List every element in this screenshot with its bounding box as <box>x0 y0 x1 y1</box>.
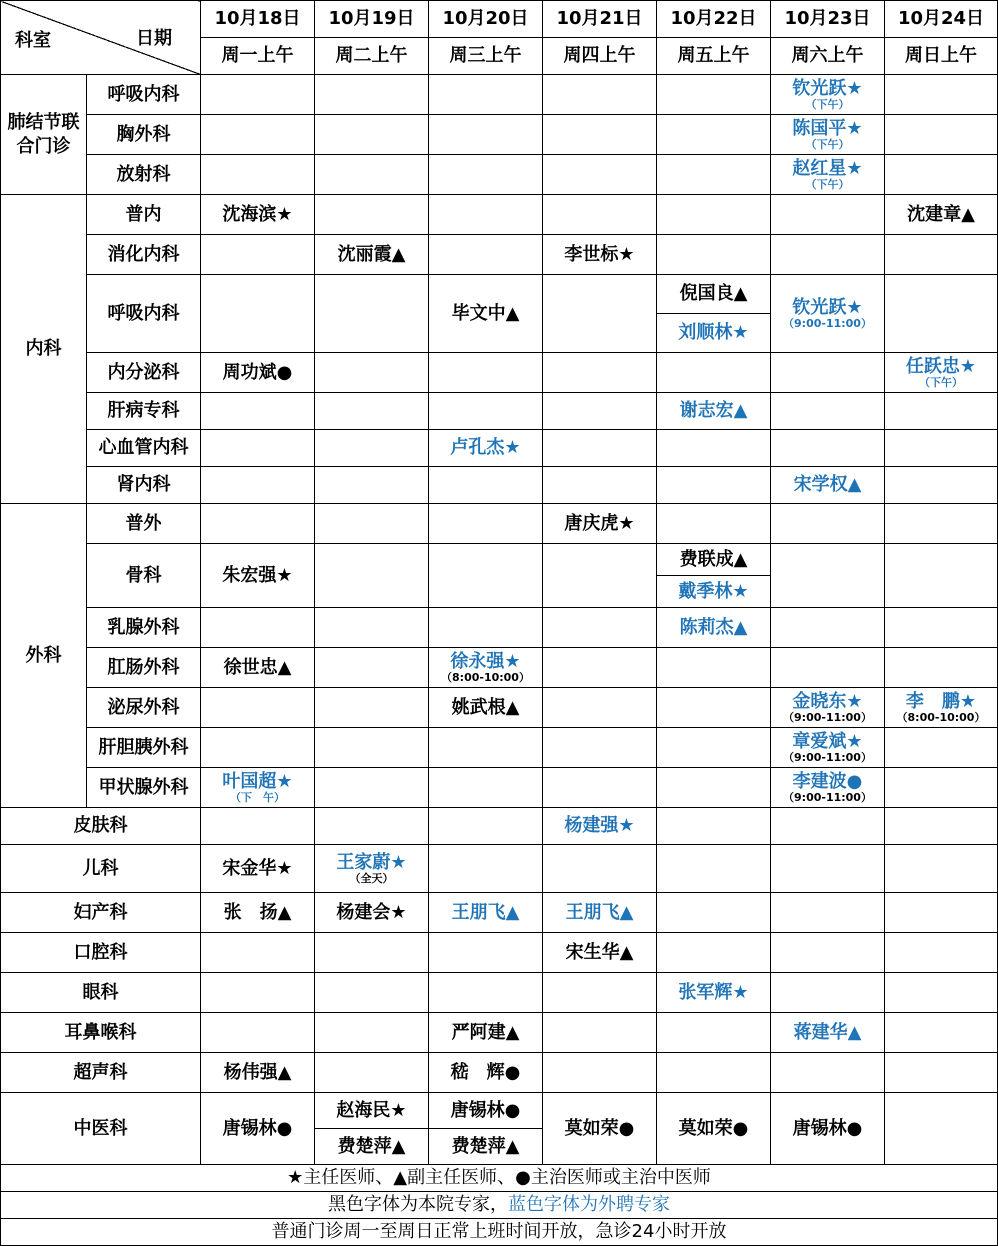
doctor: 杨建会★ <box>336 901 407 923</box>
doctor: 金晓东★ <box>792 690 863 712</box>
doctor: 唐庆虎★ <box>564 512 635 534</box>
time-note: （9:00-11:00） <box>783 750 872 764</box>
time-note: （全天） <box>349 871 394 885</box>
schedule-cell <box>429 648 543 688</box>
date-label: 日期 <box>136 28 172 49</box>
dept-name: 口腔科 <box>1 933 201 973</box>
doctor: 费楚萍▲ <box>451 1135 520 1157</box>
dept-name: 皮肤科 <box>1 808 201 845</box>
schedule-cell <box>885 195 998 235</box>
schedule-cell <box>771 467 885 504</box>
doctor: 谢志宏▲ <box>679 400 748 421</box>
time-note: （下午） <box>919 375 963 389</box>
schedule-cell <box>429 275 543 353</box>
time-note: （8:00-10:00） <box>441 670 530 684</box>
legend-text: ★主任医师、▲副主任医师、●主治医师或主治中医师 <box>1 1165 998 1192</box>
day-header: 周二上午 <box>315 38 429 75</box>
doctor: 徐世忠▲ <box>223 656 292 678</box>
date-header: 10月20日 <box>429 1 543 38</box>
doctor: 杨伟强▲ <box>223 1061 292 1083</box>
schedule-cell <box>771 115 885 155</box>
schedule-cell <box>201 544 315 608</box>
date-header: 10月22日 <box>657 1 771 38</box>
schedule-cell <box>201 1053 315 1093</box>
dept-name: 肾内科 <box>87 467 201 504</box>
doctor: 张军辉★ <box>678 981 749 1003</box>
time-note: （9:00-11:00） <box>783 316 872 330</box>
schedule-cell <box>315 893 429 933</box>
time-note: （下午） <box>805 97 850 111</box>
time-note: （下午） <box>805 177 850 191</box>
color-legend-blue: 蓝色字体为外聘专家 <box>508 1194 670 1215</box>
doctor: 任跃忠★ <box>905 355 977 377</box>
dept-name: 乳腺外科 <box>87 608 201 648</box>
schedule-cell <box>543 1093 657 1165</box>
doctor: 姚武根▲ <box>451 696 520 718</box>
day-header: 周四上午 <box>543 38 657 75</box>
schedule-cell <box>657 1093 771 1165</box>
date-header: 10月21日 <box>543 1 657 38</box>
dept-name: 呼吸内科 <box>87 75 201 115</box>
doctor: 李建波● <box>792 770 863 792</box>
dept-name: 内分泌科 <box>87 353 201 393</box>
schedule-cell <box>657 275 771 314</box>
doctor: 章爱斌★ <box>792 730 863 752</box>
schedule-cell <box>315 1129 429 1165</box>
schedule-cell <box>315 1093 429 1129</box>
doctor: 王家蔚★ <box>336 851 407 873</box>
group-internal: 内科 <box>1 195 87 504</box>
doctor: 严阿建▲ <box>451 1021 520 1043</box>
color-legend <box>1 1192 998 1219</box>
schedule-cell <box>657 544 771 576</box>
schedule-cell <box>543 893 657 933</box>
dept-name: 胸外科 <box>87 115 201 155</box>
doctor: 宋金华★ <box>222 857 293 879</box>
schedule-cell <box>543 235 657 275</box>
schedule-cell <box>429 430 543 467</box>
doctor: 唐锡林● <box>450 1099 521 1121</box>
dept-name: 呼吸内科 <box>87 275 201 353</box>
schedule-cell <box>543 504 657 544</box>
schedule-cell <box>771 275 885 353</box>
schedule-cell <box>771 728 885 768</box>
schedule-cell <box>201 893 315 933</box>
schedule-cell <box>771 155 885 195</box>
schedule-cell <box>657 973 771 1013</box>
doctor: 戴季林★ <box>678 580 749 602</box>
schedule-cell <box>657 576 771 608</box>
dept-name: 超声科 <box>1 1053 201 1093</box>
date-header: 10月18日 <box>201 1 315 38</box>
doctor: 钦光跃★ <box>792 77 863 99</box>
doctor: 沈海滨★ <box>222 203 293 225</box>
doctor: 朱宏强★ <box>222 564 293 586</box>
doctor: 徐永强★ <box>450 650 521 672</box>
schedule-cell <box>201 845 315 893</box>
doctor: 刘顺林★ <box>678 322 749 343</box>
doctor: 倪国良▲ <box>679 283 748 304</box>
doctor: 莫如荣● <box>564 1117 635 1139</box>
schedule-cell <box>201 195 315 235</box>
dept-name: 普内 <box>87 195 201 235</box>
schedule-cell <box>543 808 657 845</box>
day-header: 周六上午 <box>771 38 885 75</box>
dept-name: 妇产科 <box>1 893 201 933</box>
color-legend-black: 黑色字体为本院专家， <box>328 1194 508 1215</box>
schedule-cell <box>429 1129 543 1165</box>
doctor: 卢孔杰★ <box>450 437 521 458</box>
doctor: 费联成▲ <box>679 548 748 570</box>
dept-name: 肝病专科 <box>87 393 201 430</box>
time-note: （9:00-11:00） <box>783 790 872 804</box>
group-surgery: 外科 <box>1 504 87 808</box>
dept-name: 消化内科 <box>87 235 201 275</box>
doctor: 王朋飞▲ <box>565 901 634 923</box>
schedule-cell <box>429 893 543 933</box>
doctor: 莫如荣● <box>678 1117 749 1139</box>
schedule-cell <box>771 688 885 728</box>
doctor: 钦光跃★ <box>792 296 863 318</box>
schedule-cell <box>429 688 543 728</box>
schedule-cell <box>201 1093 315 1165</box>
schedule-cell <box>429 1013 543 1053</box>
schedule-cell <box>201 768 315 808</box>
dept-name: 普外 <box>87 504 201 544</box>
header-corner <box>1 1 201 75</box>
group-lung-nodule: 肺结节联合门诊 <box>1 75 87 195</box>
schedule-cell <box>771 1093 885 1165</box>
doctor: 叶国超★ <box>222 770 293 792</box>
schedule-cell <box>201 648 315 688</box>
dept-name: 心血管内科 <box>87 430 201 467</box>
day-header: 周日上午 <box>885 38 998 75</box>
date-header: 10月23日 <box>771 1 885 38</box>
day-header: 周五上午 <box>657 38 771 75</box>
schedule-cell <box>885 353 998 393</box>
doctor: 毕文中▲ <box>451 302 520 324</box>
schedule-cell <box>201 353 315 393</box>
doctor: 蒋建华▲ <box>793 1021 862 1043</box>
time-note: （8:00-10:00） <box>896 710 986 724</box>
doctor: 宋生华▲ <box>565 941 634 963</box>
schedule-cell <box>771 75 885 115</box>
dept-name: 中医科 <box>1 1093 201 1165</box>
schedule-cell <box>429 1093 543 1129</box>
doctor: 周功斌● <box>222 361 293 383</box>
dept-name: 耳鼻喉科 <box>1 1013 201 1053</box>
schedule-cell <box>657 608 771 648</box>
dept-name: 骨科 <box>87 544 201 608</box>
day-header: 周一上午 <box>201 38 315 75</box>
doctor: 沈建章▲ <box>907 203 975 225</box>
schedule-cell <box>657 314 771 353</box>
schedule-cell <box>315 845 429 893</box>
date-header: 10月24日 <box>885 1 998 38</box>
dept-name: 儿科 <box>1 845 201 893</box>
doctor: 陈莉杰▲ <box>679 616 748 638</box>
doctor: 张 扬▲ <box>223 901 292 923</box>
doctor: 宋学权▲ <box>793 474 862 495</box>
time-note: （下 午） <box>230 790 285 804</box>
time-note: （下午） <box>805 137 850 151</box>
schedule-cell <box>543 933 657 973</box>
doctor: 费楚萍▲ <box>337 1135 406 1157</box>
schedule-cell <box>657 393 771 430</box>
dept-name: 放射科 <box>87 155 201 195</box>
doctor: 唐锡林● <box>222 1117 293 1139</box>
doctor: 王朋飞▲ <box>451 901 520 923</box>
dept-name: 肝胆胰外科 <box>87 728 201 768</box>
schedule-cell <box>429 1053 543 1093</box>
day-header: 周三上午 <box>429 38 543 75</box>
doctor: 李世标★ <box>564 243 635 265</box>
schedule-cell <box>885 688 998 728</box>
dept-name: 肛肠外科 <box>87 648 201 688</box>
doctor: 赵红星★ <box>792 157 863 179</box>
dept-name: 眼科 <box>1 973 201 1013</box>
schedule-cell <box>771 768 885 808</box>
doctor: 嵇 辉● <box>450 1061 521 1083</box>
doctor: 沈丽霞▲ <box>337 243 406 265</box>
hours-note: 普通门诊周一至周日正常上班时间开放，急诊24小时开放 <box>1 1219 998 1246</box>
doctor: 唐锡林● <box>792 1117 863 1139</box>
doctor: 赵海民★ <box>336 1099 407 1121</box>
dept-name: 甲状腺外科 <box>87 768 201 808</box>
schedule-cell <box>771 1013 885 1053</box>
doctor: 陈国平★ <box>792 117 863 139</box>
doctor: 杨建强★ <box>564 815 635 836</box>
dept-name: 泌尿外科 <box>87 688 201 728</box>
time-note: （9:00-11:00） <box>783 710 872 724</box>
dept-label: 科室 <box>15 30 51 51</box>
schedule-cell <box>315 235 429 275</box>
date-header: 10月19日 <box>315 1 429 38</box>
doctor: 李 鹏★ <box>905 690 977 712</box>
